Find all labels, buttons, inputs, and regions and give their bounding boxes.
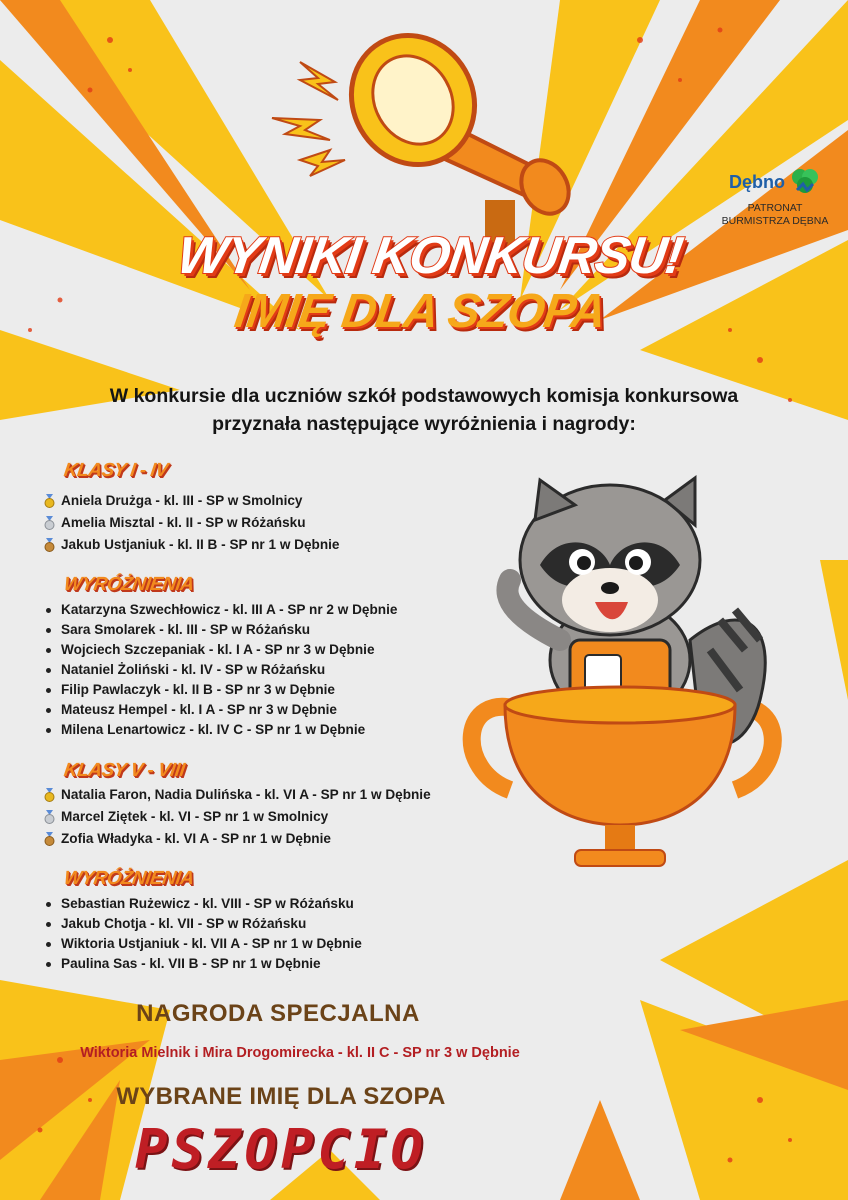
group1-winners (40, 490, 340, 556)
bullet (46, 728, 51, 733)
group2-heading: KLASY V - VIII (62, 760, 186, 781)
winner-text: Aniela Drużga - kl. III - SP w Smolnicy (61, 493, 303, 508)
intro-text (40, 382, 808, 438)
honor-item (40, 934, 362, 954)
bullet (46, 668, 51, 673)
group1-honors-heading: WYRÓŻNIENIA (62, 574, 196, 595)
group2-winners (40, 784, 431, 850)
intro-line2: przyznała następujące wyróżnienia i nagrody: (212, 413, 636, 435)
group2-honors (40, 894, 362, 974)
logo-line2: BURMISTRZA DĘBNA (721, 215, 829, 227)
honor-text: Filip Pawlaczyk - kl. II B - SP nr 3 w Dębnie (61, 682, 335, 697)
page-subtitle: IMIĘ DLA SZOPA (231, 285, 609, 338)
honor-item (40, 700, 397, 720)
honor-text: Wiktoria Ustjaniuk - kl. VII A - SP nr 1 w Dębnie (61, 936, 362, 951)
logo-name: Dębno (729, 171, 785, 192)
honor-item (40, 600, 397, 620)
honor-item (40, 620, 397, 640)
honor-text: Mateusz Hempel - kl. I A - SP nr 3 w Dębnie (61, 702, 337, 717)
honor-text: Nataniel Żoliński - kl. IV - SP w Różańsku (61, 662, 326, 677)
bullet (46, 708, 51, 713)
clover-mascot-icon (789, 166, 821, 198)
gold-medal-icon (44, 788, 55, 802)
bullet (46, 922, 51, 927)
honor-text: Milena Lenartowicz - kl. IV C - SP nr 1 w Dębnie (61, 722, 366, 737)
bronze-medal-icon (44, 832, 55, 846)
winner-item (40, 828, 431, 850)
honor-text: Wojciech Szczepaniak - kl. I A - SP nr 3 w Dębnie (61, 642, 375, 657)
silver-medal-icon (44, 810, 55, 824)
honor-item (40, 720, 397, 740)
gold-medal-icon (44, 494, 55, 508)
honor-item (40, 680, 397, 700)
winner-item (40, 512, 340, 534)
debno-logo (720, 166, 830, 228)
group1-honors (40, 600, 397, 740)
chosen-name-heading: WYBRANE IMIĘ DLA SZOPA (116, 1083, 446, 1110)
winner-text: Natalia Faron, Nadia Dulińska - kl. VI A - SP nr 1 w Dębnie (61, 787, 431, 802)
honor-text: Katarzyna Szwechłowicz - kl. III A - SP nr 2 w Dębnie (61, 602, 398, 617)
winner-item (40, 806, 431, 828)
honor-item (40, 640, 397, 660)
group1-heading: KLASY I - IV (62, 460, 169, 481)
winner-item (40, 490, 340, 512)
page-title: WYNIKI KONKURSU! (173, 227, 687, 285)
logo-line1: PATRONAT (747, 202, 803, 214)
honor-item (40, 954, 362, 974)
winner-item (40, 784, 431, 806)
group2-honors-heading: WYRÓŻNIENIA (62, 868, 196, 889)
winner-text: Jakub Ustjaniuk - kl. II B - SP nr 1 w Dębnie (61, 537, 340, 552)
chosen-name: PSZOPCIO (134, 1118, 428, 1181)
bullet (46, 962, 51, 967)
winner-text: Zofia Władyka - kl. VI A - SP nr 1 w Dębnie (61, 831, 331, 846)
bronze-medal-icon (44, 538, 55, 552)
logo-patronage (720, 202, 830, 228)
honor-text: Jakub Chotja - kl. VII - SP w Różańsku (61, 916, 307, 931)
honor-item (40, 660, 397, 680)
honor-item (40, 914, 362, 934)
honor-item (40, 894, 362, 914)
bullet (46, 942, 51, 947)
bullet (46, 628, 51, 633)
honor-text: Sara Smolarek - kl. III - SP w Różańsku (61, 622, 311, 637)
bullet (46, 608, 51, 613)
winner-text: Amelia Misztal - kl. II - SP w Różańsku (61, 515, 306, 530)
bullet (46, 648, 51, 653)
special-award-heading: NAGRODA SPECJALNA (136, 1000, 420, 1027)
honor-text: Paulina Sas - kl. VII B - SP nr 1 w Dębnie (61, 956, 321, 971)
silver-medal-icon (44, 516, 55, 530)
bullet (46, 688, 51, 693)
winner-text: Marcel Ziętek - kl. VI - SP nr 1 w Smolnicy (61, 809, 329, 824)
special-award-names: Wiktoria Mielnik i Mira Drogomirecka - kl. II C - SP nr 3 w Dębnie (80, 1045, 520, 1061)
honor-text: Sebastian Rużewicz - kl. VIII - SP w Różańsku (61, 896, 354, 911)
bullet (46, 902, 51, 907)
intro-line1: W konkursie dla uczniów szkół podstawowych komisja konkursowa (109, 385, 739, 407)
winner-item (40, 534, 340, 556)
